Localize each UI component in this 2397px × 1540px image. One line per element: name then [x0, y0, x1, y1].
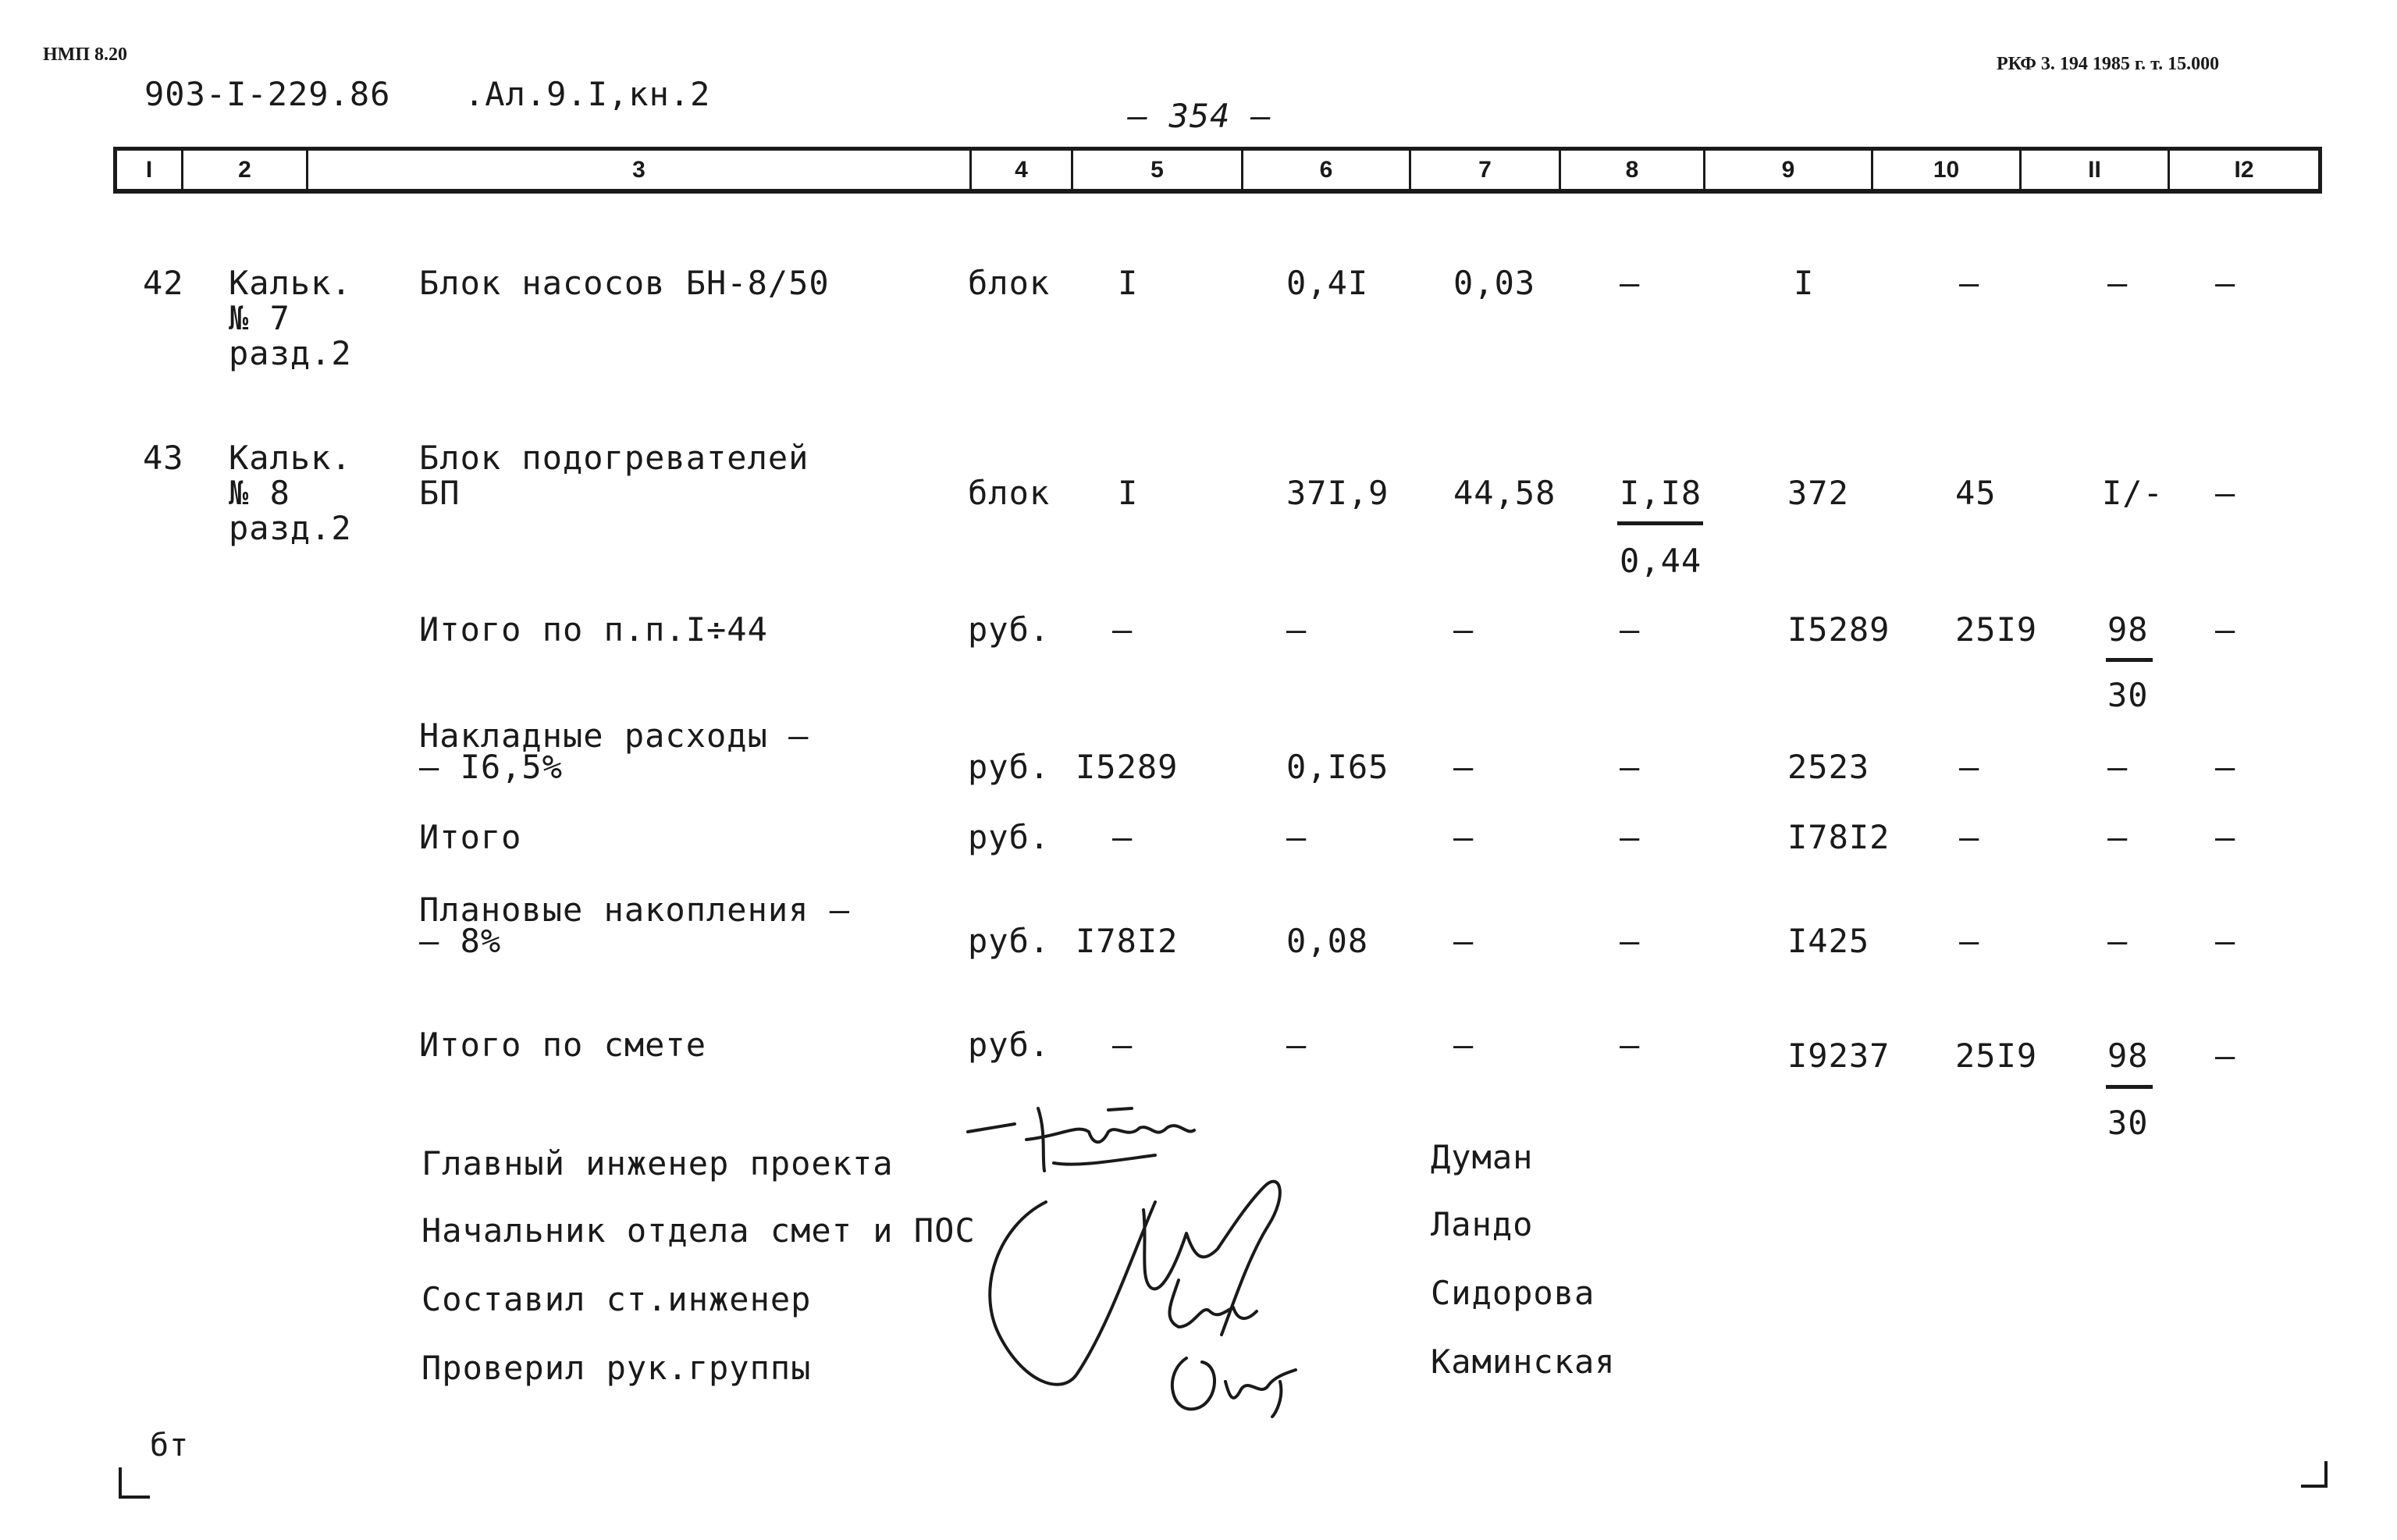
row-rate: 0,I65: [1286, 748, 1389, 786]
row-col10: 25I9: [1955, 1037, 2038, 1075]
fraction-bar: [1617, 521, 1703, 525]
corner-mark-right: [2301, 1461, 2328, 1488]
row-col8: –: [1620, 264, 1641, 302]
row-col10: –: [1959, 264, 1980, 302]
row-col7: –: [1453, 1026, 1474, 1064]
page-number: — 354 —: [1128, 97, 1272, 135]
row-col8: –: [1620, 610, 1641, 649]
row-unit: руб.: [968, 922, 1051, 960]
row-col7: –: [1453, 922, 1474, 960]
row-col6: –: [1286, 610, 1307, 649]
signer-name: Ландо: [1431, 1205, 1534, 1243]
column-header-11: II: [2022, 151, 2170, 189]
column-header-7: 7: [1411, 151, 1561, 189]
signer-role: Главный инженер проекта: [421, 1144, 894, 1183]
print-info: РКФ 3. 194 1985 г. т. 15.000: [1997, 54, 2220, 74]
row-col11-denominator: 30: [2107, 676, 2149, 714]
row-col12: –: [2215, 474, 2236, 512]
row-reference-line: разд.2: [229, 509, 352, 547]
row-quantity: –: [1112, 1026, 1133, 1064]
corner-mark-left: [119, 1467, 150, 1499]
signer-role: Составил ст.инженер: [421, 1280, 812, 1318]
row-name: Итого по п.п.I÷44: [419, 610, 768, 649]
album-reference: .Ал.9.I,кн.2: [464, 75, 711, 113]
row-reference-line: Кальк.: [229, 264, 352, 302]
footer-mark: бт: [150, 1428, 190, 1464]
row-rate: 0,08: [1286, 922, 1369, 960]
row-number: 43: [143, 439, 184, 477]
row-col8-denominator: 0,44: [1620, 542, 1702, 580]
row-name: Итого по смете: [419, 1026, 707, 1064]
column-header-8: 8: [1561, 151, 1705, 189]
row-reference-line: Кальк.: [229, 439, 352, 477]
row-reference-line: № 8: [229, 474, 290, 512]
row-col12: –: [2215, 1037, 2236, 1075]
signer-role: Начальник отдела смет и ПОС: [421, 1211, 976, 1250]
row-name: Итого: [419, 818, 522, 856]
row-col9: I78I2: [1787, 818, 1890, 856]
row-col11-numerator: 98: [2107, 610, 2149, 649]
row-col8-numerator: I,I8: [1620, 474, 1702, 512]
row-col6: 0,4I: [1286, 264, 1369, 302]
row-quantity: I: [1118, 264, 1139, 302]
row-name-line: Блок подогревателей: [419, 439, 809, 477]
signer-name: Каминская: [1431, 1343, 1616, 1381]
row-col8: –: [1620, 922, 1641, 960]
column-header-12: I2: [2234, 156, 2254, 183]
column-header-4: 4: [972, 151, 1073, 189]
row-col9: 2523: [1787, 748, 1870, 786]
fraction-bar: [2106, 658, 2153, 662]
row-col10: 25I9: [1955, 610, 2038, 649]
column-header-9: 9: [1705, 151, 1873, 189]
row-col7: 0,03: [1453, 264, 1536, 302]
row-col12: –: [2215, 748, 2236, 786]
row-reference-line: разд.2: [229, 334, 352, 372]
row-unit: руб.: [968, 1026, 1051, 1064]
column-header-6: 6: [1243, 151, 1411, 189]
fraction-bar: [2106, 1085, 2153, 1089]
doc-number: 903-I-229.86: [144, 75, 391, 113]
signer-role: Проверил рук.группы: [421, 1349, 812, 1387]
row-unit: руб.: [968, 818, 1051, 856]
row-name: Блок насосов БН-8/50: [419, 264, 830, 302]
row-name-line: – 8%: [419, 922, 502, 960]
row-quantity: I: [1118, 474, 1139, 512]
row-col11-numerator: 98: [2107, 1037, 2149, 1075]
row-col9: I9237: [1787, 1037, 1890, 1075]
row-name-line: БП: [419, 474, 461, 512]
row-base-amount: I78I2: [1076, 922, 1179, 960]
row-number: 42: [143, 264, 184, 302]
row-col12: –: [2215, 264, 2236, 302]
row-col9: I5289: [1787, 610, 1890, 649]
row-name-line: Плановые накопления –: [419, 891, 851, 929]
row-col7: –: [1453, 748, 1474, 786]
column-header-5: 5: [1073, 151, 1243, 189]
column-header-bar: [113, 147, 2322, 194]
row-col7: –: [1453, 818, 1474, 856]
row-col11: –: [2107, 748, 2128, 786]
row-unit: руб.: [968, 610, 1051, 649]
row-col6: 37I,9: [1286, 474, 1389, 512]
column-header-3: 3: [308, 151, 972, 189]
row-col11: –: [2107, 818, 2128, 856]
row-quantity: –: [1112, 610, 1133, 649]
row-base-amount: I5289: [1076, 748, 1179, 786]
row-col9: I425: [1787, 922, 1870, 960]
row-quantity: –: [1112, 818, 1133, 856]
row-col7: 44,58: [1453, 474, 1556, 512]
column-header-2: 2: [183, 151, 308, 189]
row-unit: руб.: [968, 748, 1051, 786]
row-col12: –: [2215, 922, 2236, 960]
row-col10: –: [1959, 748, 1980, 786]
row-col11: –: [2107, 264, 2128, 302]
row-col11: I/-: [2102, 474, 2164, 512]
row-col6: –: [1286, 818, 1307, 856]
row-col10: 45: [1955, 474, 1997, 512]
row-col9: 372: [1787, 474, 1849, 512]
row-col7: –: [1453, 610, 1474, 649]
row-col8: –: [1620, 1026, 1641, 1064]
row-col11-denominator: 30: [2107, 1104, 2149, 1142]
row-reference-line: № 7: [229, 299, 290, 337]
column-header-10: 10: [1873, 151, 2022, 189]
row-name-line: Накладные расходы –: [419, 717, 809, 755]
signer-name: Думан: [1431, 1138, 1534, 1176]
form-code: НМП 8.20: [43, 44, 127, 65]
signer-name: Сидорова: [1431, 1274, 1595, 1312]
handwritten-signatures: [952, 1101, 1343, 1428]
row-col8: –: [1620, 818, 1641, 856]
row-col9: I: [1794, 264, 1815, 302]
row-col11: –: [2107, 922, 2128, 960]
row-col12: –: [2215, 610, 2236, 649]
row-col6: –: [1286, 1026, 1307, 1064]
row-col8: –: [1620, 748, 1641, 786]
row-col10: –: [1959, 922, 1980, 960]
row-unit: блок: [968, 474, 1051, 512]
row-name-line: – I6,5%: [419, 748, 564, 786]
column-header-1: I: [117, 151, 183, 189]
row-col10: –: [1959, 818, 1980, 856]
row-unit: блок: [968, 264, 1051, 302]
row-col12: –: [2215, 818, 2236, 856]
